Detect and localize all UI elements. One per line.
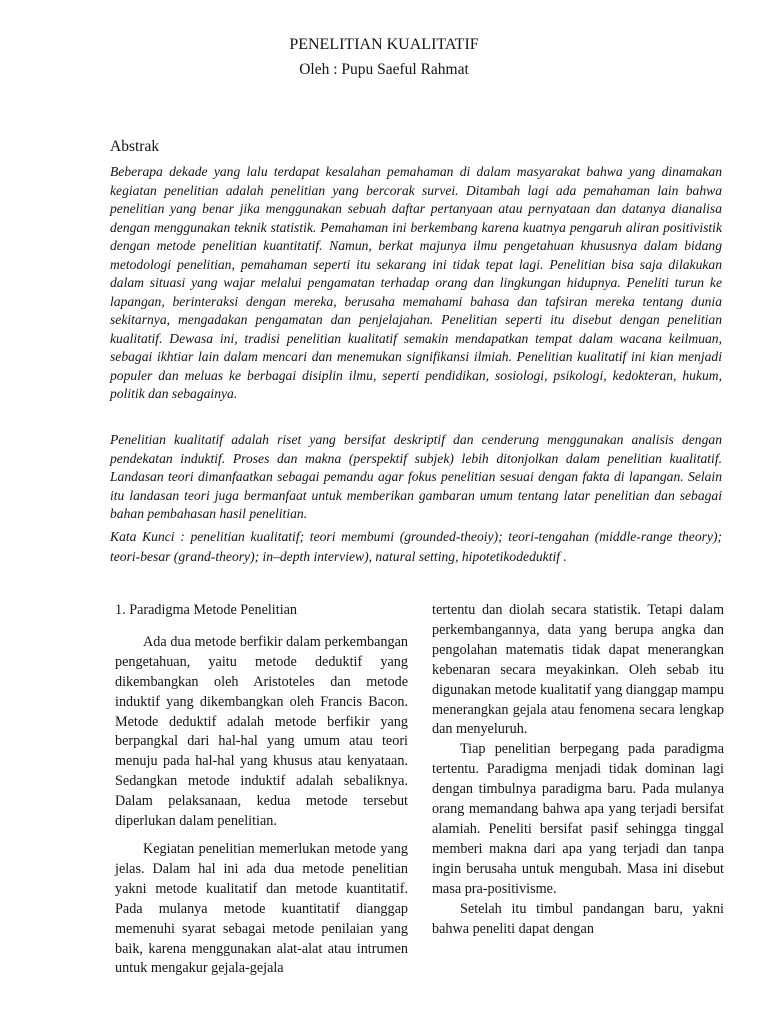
right-paragraph-3: Setelah itu timbul pandangan baru, yakni bahwa peneliti dapat dengan bbox=[432, 900, 724, 937]
left-column bbox=[115, 601, 408, 979]
left-paragraph-2: Kegiatan penelitian memerlukan metode yang jelas. Dalam hal ini ada dua metode penelitian yakni metode kualitatif dan metode kuantitatif. Pada mulanya metode kuantitatif dianggap memenuhi syarat sebagai metode penilaian yang baik, karena menggunakan alat-alat atau intrumen untuk mengakur gejala-gejala bbox=[115, 840, 408, 977]
left-paragraph-1: Ada dua metode berfikir dalam perkembangan pengetahuan, yaitu metode deduktif yang dikembangkan oleh Aristoteles dan metode induktif yang dikembangkan oleh Francis Bacon. Metode deduktif adalah metode berfikir yang berpangkal dari hal-hal yang umum atau teori menuju pada hal-hal yang khusus atau kenyataan. Sedangkan metode induktif adalah sebaliknya. Dalam pelaksanaan, kedua metode tersebut diperlukan dalam penelitian. bbox=[115, 633, 408, 830]
abstract-heading: Abstrak bbox=[110, 138, 160, 155]
paper-title: PENELITIAN KUALITATIF bbox=[289, 36, 479, 53]
right-paragraph-1: tertentu dan diolah secara statistik. Tetapi dalam perkembangannya, data yang berupa angka dan pengolahan matematis tidak dapat menerangkan kebenaran secara meyakinkan. Oleh sebab itu digunakan metode kualitatif yang dianggap mampu menerangkan gejala atau fenomena secara lengkap dan menyeluruh. bbox=[432, 602, 724, 738]
keywords: Kata Kunci : penelitian kualitatif; teori membumi (grounded-theoiy); teori-tengahan (middle-range theory); teori-besar (grand-theory); in–depth interview), natural setting, hipotetikodeduktif . bbox=[110, 529, 722, 564]
right-column bbox=[432, 601, 724, 939]
abstract-paragraph-1: Beberapa dekade yang lalu terdapat kesalahan pemahaman di dalam masyarakat bahwa yang dinamakan kegiatan penelitian adalah penelitian yang bercorak survei. Ditambah lagi ada pemahaman lain bahwa penelitian yang benar jika menggunakan sebuah daftar pertanyaan atau pernyataan dan datanya dianalisa dengan menggunakan teknik statistik. Pemahaman ini berkembang karena kuatnya pengaruh aliran positivistik dengan metode penelitian kuantitatif. Namun, berkat majunya ilmu pengetahuan khususnya dalam bidang metodologi penelitian, pemahaman seperti itu sekarang ini tidak tepat lagi. Penelitian bisa saja dilakukan dalam situasi yang wajar melalui pengamatan terhadap orang dan lingkungan hidupnya. Peneliti turun ke lapangan, berinteraksi dengan mereka, berusaha memahami bahasa dan tafsiran mereka tentang dunia sekitarnya, mengadakan pengamatan dan penjelajahan. Penelitian seperti itu disebut dengan penelitian kualitatif. Dewasa ini, tradisi penelitian kualitatif semakin mendapatkan tempat dalam wacana keilmuan, sebagai ikhtiar lain dalam mencari dan menemukan signifikansi ilmiah. Penelitian kualitatif ini kian menjadi populer dan meluas ke berbagai disiplin ilmu, seperti pendidikan, sosiologi, psikologi, kedokteran, hukum, politik dan sebagainya. bbox=[110, 164, 722, 401]
right-paragraph-2: Tiap penelitian berpegang pada paradigma tertentu. Paradigma menjadi tidak dominan lagi dengan timbulnya paradigma baru. Pada mulanya orang memandang bahwa apa yang terjadi bersifat alamiah. Peneliti bersifat pasif sehingga tinggal memberi makna dari apa yang terjadi dan tanpa ingin berusaha untuk mengubah. Masa ini disebut masa pra-positivisme. bbox=[432, 741, 724, 897]
section-heading: 1. Paradigma Metode Penelitian bbox=[115, 602, 298, 618]
author-line: Oleh : Pupu Saeful Rahmat bbox=[299, 61, 469, 78]
abstract-paragraph-2: Penelitian kualitatif adalah riset yang bersifat deskriptif dan cenderung menggunakan analisis dengan pendekatan induktif. Proses dan makna (perspektif subjek) lebih ditonjolkan dalam penelitian kualitatif. Landasan teori dimanfaatkan sebagai pemandu agar fokus penelitian sesuai dengan fakta di lapangan. Selain itu landasan teori juga bermanfaat untuk memberikan gambaran umum tentang latar penelitian dan sebagai bahan pembahasan hasil penelitian. bbox=[110, 432, 722, 521]
